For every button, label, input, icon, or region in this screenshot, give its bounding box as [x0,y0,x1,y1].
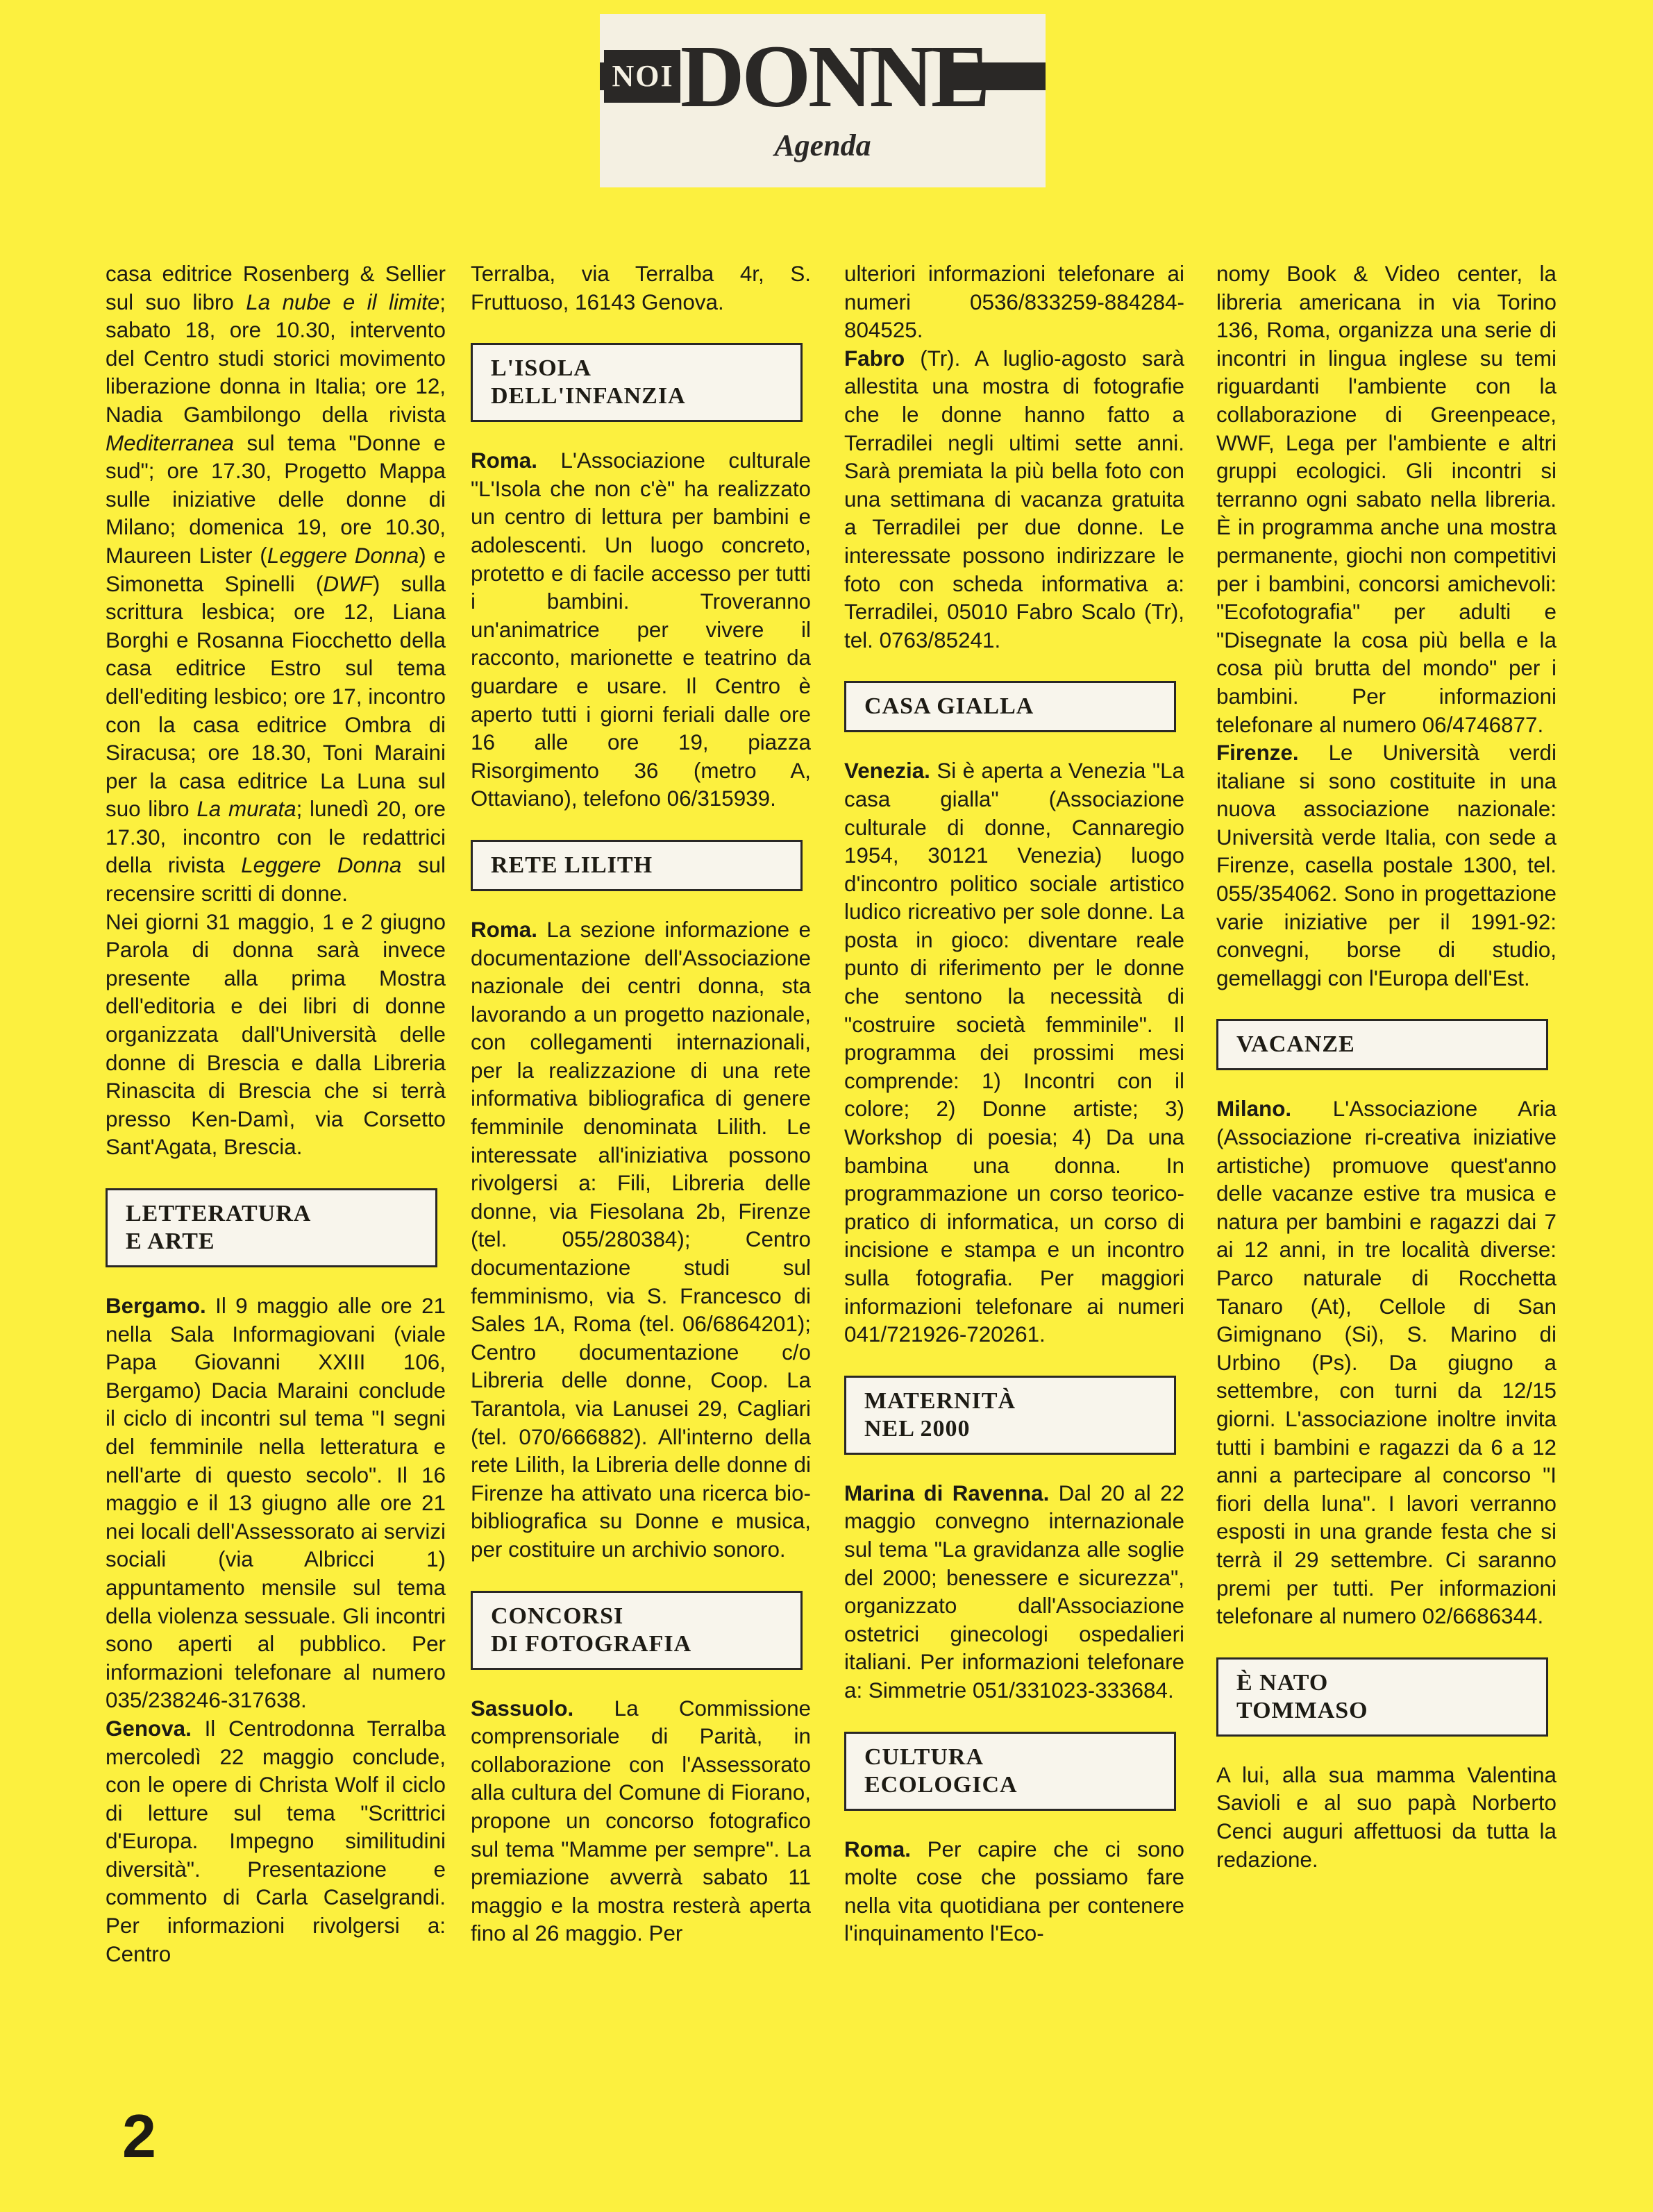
paragraph: Firenze. Le Università verdi italiane si sono costituite in una nuova associazione nazionale: Università verde Italia, con sede a Firenze, casella postale 1300, tel. 055/354062. Sono in progettazione varie iniziative per il 1991-92: convegni, borse di studio, gemellaggi con l'Europa dell'Est. [1216,741,1556,990]
paragraph: Genova. Il Centrodonna Terralba mercoledì 22 maggio conclude, con le opere di Christa Wolf il ciclo di letture sul tema "Scrittrici d'Europa. Impegno similitudini diversità". Presentazione e commento di Carla Caselgrandi. Per informazioni rivolgersi a: Centro [106,1716,446,1966]
paragraph: nomy Book & Video center, la libreria americana in via Torino 136, Roma, organizza una serie di incontri in lingua inglese su temi riguardanti l'ambiente con la collaborazione di Greenpeace, WWF, Lega per l'ambiente e altri gruppi ecologici. Gli incontri si terranno ogni sabato nella libreria. È in programma anche una mostra permanente, giochi non competitivi per i bambini, concorsi amichevoli: "Ecofotografia" per adulti e "Disegnate la cosa più bella e la cosa più brutta del mondo" per i bambini. Per informazioni telefonare al numero 06/4746877. [1216,262,1556,737]
paragraph: Sassuolo. La Commissione comprensoriale di Parità, in collaborazione con l'Assessorato alla cultura del Comune di Fiorano, propone un concorso fotografico sul tema "Mamme per sempre". La premiazione avverrà sabato 11 maggio e la mostra resterà aperta fino al 26 maggio. Per [471,1696,811,1946]
section-heading-rete-lilith: RETE LILITH [471,840,803,891]
paragraph: Terralba, via Terralba 4r, S. Fruttuoso, 16143 Genova. [471,262,811,314]
paragraph: Nei giorni 31 maggio, 1 e 2 giugno Parola di donna sarà invece presente alla prima Mostra dell'editoria e dei libri di donne organizzata dall'Università delle donne di Brescia e dalla Libreria Rinascita di Brescia che si terrà presso Ken-Damì, via Corsetto Sant'Agata, Brescia. [106,909,446,1160]
section-heading-letteratura: LETTERATURA E ARTE [106,1188,437,1267]
paragraph: Roma. Per capire che ci sono molte cose che possiamo fare nella vita quotidiana per contenere l'inquinamento l'Eco- [844,1837,1184,1946]
column-2 [471,260,811,1948]
column-3 [844,260,1184,1948]
paragraph: casa editrice Rosenberg & Sellier sul suo libro La nube e il limite; sabato 18, ore 10.30, intervento del Centro studi storici movimento liberazione donna in Italia; ore 12, Nadia Gambilongo della rivista Mediterranea sul tema "Donne e sud"; ore 17.30, Progetto Mappa sulle iniziative delle donne di Milano; domenica 19, ore 10.30, Maureen Lister (Leggere Donna) e Simonetta Spinelli (DWF) sulla scrittura lesbica; ore 12, Liana Borghi e Rosanna Fiocchetto della casa editrice Estro sul tema dell'editing lesbico; ore 17, incontro con la casa editrice Ombra di Siracusa; ore 18.30, Toni Maraini per la casa editrice La Luna sul suo libro La murata; lunedì 20, ore 17.30, incontro con le redattrici della rivista Leggere Donna sul recensire scritti di donne. [106,262,446,906]
masthead [600,14,1046,187]
page-number: 2 [122,2102,156,2170]
section-heading-maternita: MATERNITÀ NEL 2000 [844,1376,1176,1455]
section-heading-cultura-ecologica: CULTURA ECOLOGICA [844,1732,1176,1811]
paragraph: ulteriori informazioni telefonare ai numeri 0536/833259-884284-804525. [844,262,1184,343]
section-heading-concorsi: CONCORSI DI FOTOGRAFIA [471,1591,803,1670]
paragraph: Fabro (Tr). A luglio-agosto sarà allestita una mostra di fotografie che le donne hanno fatto a Terradilei negli ultimi sette anni. Sarà premiata la più bella foto con una settimana di vacanza gratuita a Terradilei per due donne. Le interessate possono indirizzare le foto con scheda informativa a: Terradilei, 05010 Fabro Scalo (Tr), tel. 0763/85241. [844,346,1184,652]
masthead-title: DONNE [680,27,988,126]
paragraph: Roma. La sezione informazione e documentazione dell'Associazione nazionale dei centri donna, sta lavorando a un progetto nazionale, con collegamenti internazionali, per la realizzazione di una rete informativa bibliografica di genere femminile denominata Lilith. Le interessate all'iniziativa possono rivolgersi a: Fili, Libreria delle donne, via Fiesolana 2b, Firenze (tel. 055/280384); Centro documentazione studi sul femminismo, via S. Francesco di Sales 1A, Roma (tel. 06/6864201); Centro documentazione c/o Libreria delle donne, Coop. La Tarantola, via Lanusei 29, Cagliari (tel. 070/666882). All'interno della rete Lilith, la Libreria delle donne di Firenze ha attivato una ricerca bio-bibliografica su Donne e musica, per costituire un archivio sonoro. [471,917,811,1562]
paragraph: Marina di Ravenna. Dal 20 al 22 maggio convegno internazionale sul tema "La gravidanza alle soglie del 2000; benessere e sicurezza", organizzato dall'Associazione ostetrici ginecologi ospedalieri italiani. Per informazioni telefonare a: Simmetrie 051/331023-333684. [844,1480,1184,1703]
paragraph: Roma. L'Associazione culturale "L'Isola che non c'è" ha realizzato un centro di lettura per bambini e adolescenti. Un luogo concreto, protetto e di facile accesso per tutti i bambini. Troveranno un'animatrice per vivere il racconto, marionette e teatrino da guardare e usare. Il Centro è aperto tutti i giorni feriali dalle ore 16 alle ore 19, piazza Risorgimento 36 (metro A, Ottaviano), telefono 06/315939. [471,448,811,811]
paragraph: Venezia. Si è aperta a Venezia "La casa gialla" (Associazione culturale di donne, Cannaregio 1954, 30121 Venezia) luogo d'incontro politico sociale artistico ludico ricreativo per sole donne. La posta in gioco: diventare reale punto di riferimento per le donne che sentono la necessità di "costruire società femminile". Il programma dei prossimi mesi comprende: 1) Incontri con il colore; 2) Donne artiste; 3) Workshop di poesia; 4) Da una bambina una donna. In programmazione un corso teorico-pratico di informatica, un corso di incisione e stampa e un incontro sulla fotografia. Per maggiori informazioni telefonare ai numeri 041/721926-720261. [844,759,1184,1347]
section-heading-casa-gialla: CASA GIALLA [844,681,1176,732]
section-heading-isola: L'ISOLA DELL'INFANZIA [471,343,803,422]
section-heading-vacanze: VACANZE [1216,1019,1548,1070]
paragraph: A lui, alla sua mamma Valentina Savioli e al suo papà Norberto Cenci auguri affettuosi da tutta la redazione. [1216,1762,1556,1872]
paragraph: Milano. L'Associazione Aria (Associazione ri-creativa iniziative artistiche) promuove quest'anno delle vacanze estive tra musica e natura per bambini e ragazzi dai 7 ai 12 anni, in tre località diverse: Parco naturale di Rocchetta Tanaro (At), Cellole di San Gimignano (Si), S. Marino di Urbino (Ps). Da giugno a settembre, con turni da 12/15 giorni. L'associazione inoltre invita tutti i bambini e ragazzi da 6 a 12 anni a partecipare al concorso "I fiori della luna". I lavori verranno esposti in una grande festa che si terrà il 29 settembre. Ci saranno premi per tutti. Per informazioni telefonare al numero 02/6686344. [1216,1097,1556,1629]
masthead-noi: NOI [604,50,682,103]
paragraph: Bergamo. Il 9 maggio alle ore 21 nella Sala Informagiovani (viale Papa Giovanni XXIII 106, Bergamo) Dacia Maraini conclude il ciclo di incontri sul tema "I segni del femminile nella letteratura e nell'arte di questo secolo". Il 16 maggio e il 13 giugno alle ore 21 nei locali dell'Assessorato ai servizi sociali (via Albricci 1) appuntamento mensile sul tema della violenza sessuale. Gli incontri sono aperti al pubblico. Per informazioni telefonare al numero 035/238246-317638. [106,1294,446,1713]
masthead-subtitle: Agenda [774,128,871,162]
column-1 [106,260,446,1968]
section-heading-nato-tommaso: È NATO TOMMASO [1216,1657,1548,1737]
column-4 [1216,260,1556,1874]
